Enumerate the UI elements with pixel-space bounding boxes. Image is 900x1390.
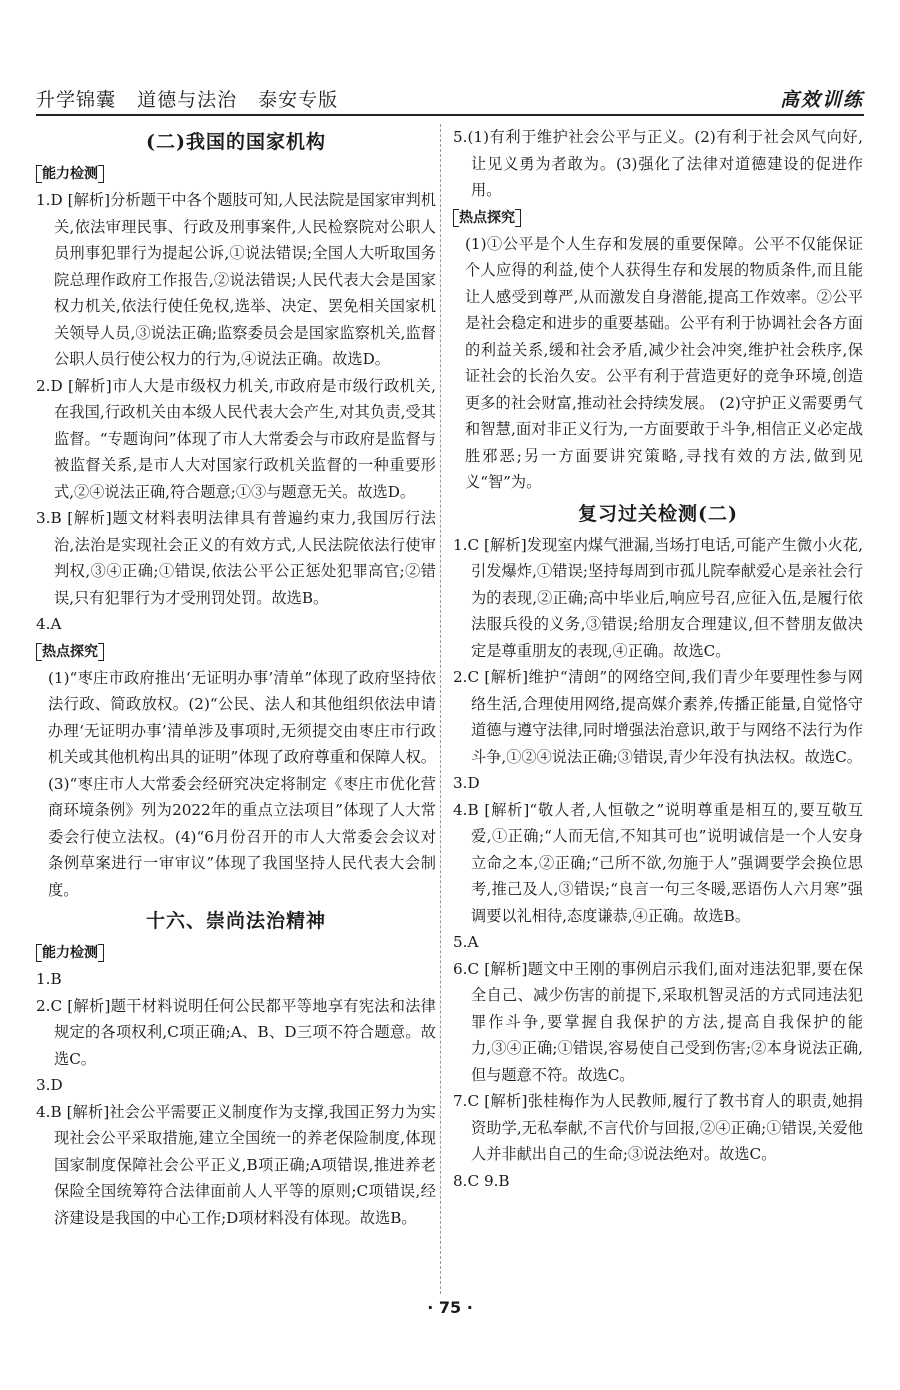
tag-ability-test: 能力检测: [36, 163, 104, 185]
answer-item: 1.B: [36, 970, 62, 988]
header-left: [36, 85, 352, 112]
answer-item: 6.C [解析]题文中王刚的事例启示我们,面对违法犯罪,要在保全自己、减少伤害的前提下,采取机智灵活的方式同违法犯罪作斗争,要掌握自我保护的方法,提高自我保护的能力,③④正确;①错误,容易使自己受到伤害;②本身说法正确,但与题意不符。故选C。: [453, 959, 863, 1084]
answer-item: 8.C 9.B: [453, 1171, 510, 1190]
section-title-rule-of-law: 十六、崇尚法治精神: [145, 910, 326, 932]
answer-item: 2.D [解析]市人大是市级权力机关,市政府是市级行政机关,在我国,行政机关由本级人民代表大会产生,对其负责,受其监督。“专题询问”体现了市人大常委会与市政府是监督与被监督关系,是市人大对国家行政机关监督的一种重要形式,②④说法正确,符合题意;①③与题意无关。故选D。: [36, 376, 436, 501]
hot-topic-answer: (1)①公平是个人生存和发展的重要保障。公平不仅能保证个人应得的利益,使个人获得生存和发展的物质条件,而且能让人感受到尊严,从而激发自身潜能,提高工作效率。②公平是社会稳定和进步的重要基础。公平有利于协调社会各方面的利益关系,缓和社会矛盾,减少社会冲突,维护社会秩序,保证社会的长治久安。公平有利于营造更好的竞争环境,创造更多的社会财富,推动社会持续发展。 (2)守护正义需要勇气和智慧,面对非正义行为,一方面要敢于斗争,相信正义必定战胜邪恶;另一方面要讲究策略,寻找有效的方法,做到见义“智”为。: [465, 234, 863, 491]
right-column: [453, 124, 863, 1290]
answer-item: 3.D: [36, 1076, 63, 1094]
answer-item: 1.C [解析]发现室内煤气泄漏,当场打电话,可能产生微小火花,引发爆炸,①错误;坚持每周到市孤儿院奉献爱心是亲社会行为的表现,②正确;高中毕业后,响应号召,应征入伍,是履行依法服兵役的义务,③错误;给朋友合理建议,但不替朋友做决定是尊重朋友的表现,④正确。故选C。: [453, 535, 863, 660]
section-title-state-organs: (二)我国的国家机构: [146, 131, 326, 153]
column-divider: [440, 124, 441, 1294]
header-right-title: 高效训练: [779, 89, 864, 111]
page-number: · 75 ·: [427, 1298, 473, 1317]
answer-item: 1.D [解析]分析题干中各个题肢可知,人民法院是国家审判机关,依法审理民事、行政及刑事案件,人民检察院对公职人员刑事犯罪行为提起公诉,①说法错误;全国人大听取国务院总理作政府工作报告,②说法错误;人民代表大会是国家权力机关,依法行使任免权,选举、决定、罢免相关国家机关领导人员,③说法正确;监察委员会是国家监察机关,监督公职人员行使公权力的行为,④说法正确。故选D。: [36, 191, 436, 368]
header-subject: 道德与法治: [137, 89, 238, 111]
tag-ability-test: 能力检测: [36, 942, 104, 964]
answer-item: 2.C [解析]维护“清朗”的网络空间,我们青少年要理性参与网络生活,合理使用网络,提高媒介素养,传播正能量,自觉恪守道德与遵守法律,同时增强法治意识,敢于与网络不法行为作斗争,①②④说法正确;③错误,青少年没有执法权。故选C。: [453, 668, 863, 766]
tag-hot-topic: 热点探究: [36, 641, 104, 663]
hot-topic-answer: (1)“枣庄市政府推出‘无证明办事’清单”体现了政府坚持依法行政、简政放权。(2)“公民、法人和其他组织依法申请办理‘无证明办事’清单涉及事项时,无须提交由枣庄市行政机关或其他机构出具的证明”体现了政府尊重和保障人权。(3)“枣庄市人大常委会经研究决定将制定《枣庄市优化营商环境条例》列为2022年的重点立法项目”体现了人大常委会行使立法权。(4)“6月份召开的市人大常委会会议对条例草案进行一审审议”体现了我国坚持人民代表大会制度。: [48, 668, 436, 899]
answer-item: 4.B [解析]“敬人者,人恒敬之”说明尊重是相互的,要互敬互爱,①正确;“人而无信,不知其可也”说明诚信是一个人安身立命之本,②正确;“己所不欲,勿施于人”强调要学会换位思考,推己及人,③错误;“良言一句三冬暖,恶语伤人六月寒”强调要以礼相待,态度谦恭,④正确。故选B。: [453, 800, 863, 925]
answer-item: 3.B [解析]题文材料表明法律具有普遍约束力,我国厉行法治,法治是实现社会正义的有效方式,人民法院依法行使审判权,③④正确;①错误,依法公平公正惩处犯罪高官;②错误,只有犯罪行为才受刑罚处罚。故选B。: [36, 509, 436, 607]
answer-item: 4.A: [36, 615, 62, 633]
header-series: 升学锦囊: [36, 89, 117, 111]
tag-hot-topic: 热点探究: [453, 207, 521, 229]
section-title-review-test: 复习过关检测(二): [578, 502, 738, 525]
header-edition: 泰安专版: [258, 89, 339, 111]
answer-item: 4.B [解析]社会公平需要正义制度作为支撑,我国正努力为实现社会公平采取措施,建立全国统一的养老保险制度,体现国家制度保障社会公平正义,B项正确;A项错误,推进养老保险全国统筹符合法律面前人人平等的原则;C项错误,经济建设是我国的中心工作;D项材料没有体现。故选B。: [36, 1102, 436, 1227]
answer-item: 5.A: [453, 933, 479, 951]
answer-item: 3.D: [453, 774, 480, 792]
answer-item: 7.C [解析]张桂梅作为人民教师,履行了教书育人的职责,她捐资助学,无私奉献,不言代价与回报,②④正确;①错误,关爱他人并非献出自己的生命;③说法绝对。故选C。: [453, 1092, 863, 1163]
answer-item: 2.C [解析]题干材料说明任何公民都平等地享有宪法和法律规定的各项权利,C项正确;A、B、D三项不符合题意。故选C。: [36, 996, 436, 1068]
left-column: [36, 124, 436, 1290]
page-header: [36, 86, 864, 116]
answer-item: 5.(1)有利于维护社会公平与正义。(2)有利于社会风气向好,让见义勇为者敢为。(3)强化了法律对道德建设的促进作用。: [453, 128, 863, 199]
